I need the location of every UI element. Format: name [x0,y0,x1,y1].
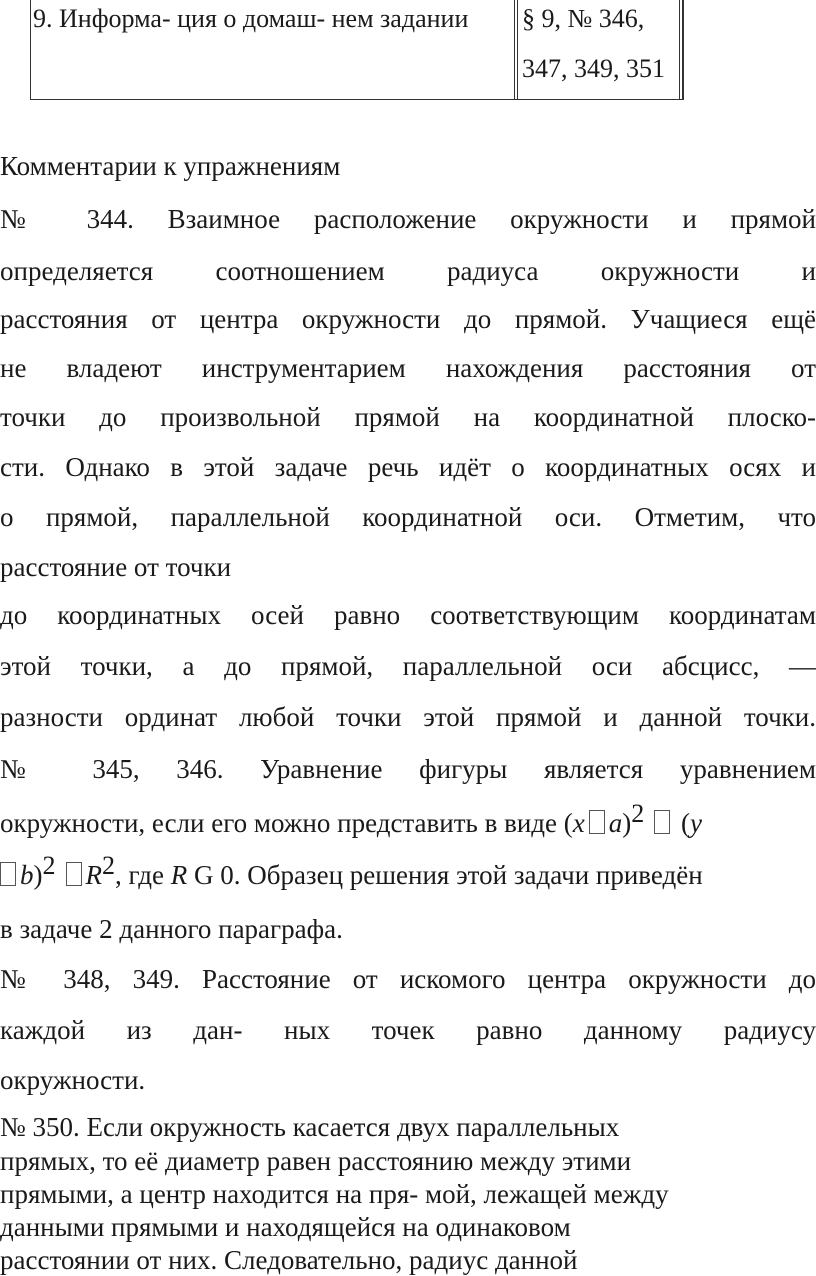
table-cell-label [31,0,514,100]
text-line: определяется соотношением радиуса окружности и [0,256,816,286]
text-line: каждой из дан- ных точек равно данному радиусу [0,1015,816,1045]
text-line: сти. Однако в этой задаче речь идёт о координатных осях и [0,452,816,482]
formula-var-a: a [608,808,623,838]
formula-var-R: R [170,860,188,890]
missing-glyph-icon [66,862,82,886]
formula-line [0,851,816,890]
text-line: до координатных осей равно соответствующим координатам [0,600,816,630]
table-cell-value [522,0,677,100]
text-line: № 350. Если окружность касается двух параллельных [0,1112,620,1142]
formula-var-R: R [85,860,102,890]
formula-line [0,799,816,838]
text-line: № 345, 346. Уравнение фигуры является уравнением [0,754,816,784]
text-line: № 344. Взаимное расположение окружности и прямой [0,204,816,234]
formula-var-x: x [572,808,585,838]
missing-glyph-icon [0,862,16,886]
text-line: в задаче 2 данного параграфа. [0,914,343,944]
text-line: № 348, 349. Расстояние от искомого центра окружности до [0,964,816,994]
homework-value-line2: 347, 349, 351 [522,54,665,83]
formula-paren: ) [33,860,43,890]
formula-var-b: b [20,860,34,890]
table-divider [517,0,518,100]
text-line: расстояния от центра окружности до прямой. Учащиеся ещё [0,304,816,334]
text-line: о прямой, параллельной координатной оси. Отметим, что [0,502,816,532]
text-line: разности ординат любой точки этой прямой и данной точки. [0,702,816,732]
missing-glyph-icon [589,810,605,834]
text-line: прямых, то её диаметр равен расстоянию между этими [0,1146,632,1176]
table-divider [679,0,680,100]
table-divider [514,0,515,100]
section-heading: Комментарии к упражнениям [0,151,341,181]
formula-rest: G 0. Образец решения этой задачи приведён [187,860,703,890]
formula-mid: , где [115,860,171,890]
text-line: данными прямыми и находящейся на одинаковом [0,1212,571,1242]
formula-var-y: y [690,808,702,838]
text-line: расстояние от точки [0,552,232,582]
table-divider [682,0,684,100]
text-line: прямыми, а центр находится на пря- мой, лежащей между [0,1179,669,1209]
text-line: этой точки, а до прямой, параллельной оси абсцисс, — [0,651,816,681]
homework-table [30,0,684,100]
formula-exponent: 2 [42,851,56,880]
formula-paren: ( [674,808,690,838]
text-line: точки до произвольной прямой на координатной плоско- [0,402,816,432]
homework-label: 9. Информа- ция о домаш- нем задании [33,4,469,33]
text-line: окружности. [0,1065,146,1095]
formula-exponent: 2 [102,851,115,880]
formula-exponent: 2 [631,799,645,828]
formula-prefix: окружности, если его можно представить в виде ( [0,808,573,838]
text-line: не владеют инструментарием нахождения расстояния от [0,353,816,383]
formula-paren: ) [622,808,632,838]
text-line: расстоянии от них. Следовательно, радиус данной [0,1245,578,1275]
homework-value-line1: § 9, № 346, [522,4,645,33]
missing-glyph-icon [654,810,670,834]
